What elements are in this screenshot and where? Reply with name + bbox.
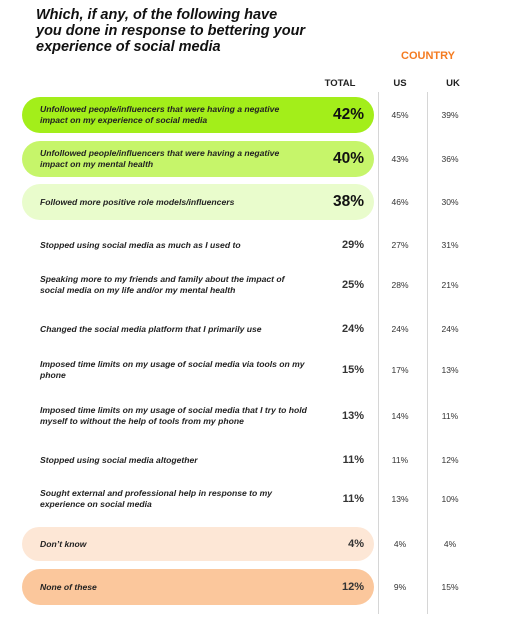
- row-label: Imposed time limits on my usage of social media that I try to hold myself to without the help of tools from my phone: [40, 405, 307, 426]
- row-uk-value: 13%: [441, 365, 459, 375]
- row-total-value: 38%: [332, 193, 364, 210]
- row-total-value: 42%: [332, 106, 364, 123]
- row-us-value: 9%: [393, 582, 407, 592]
- row-uk-value: 39%: [441, 110, 459, 120]
- row-uk-value: 12%: [441, 455, 459, 465]
- row-total-value: 24%: [341, 323, 364, 335]
- row-uk-value: 11%: [441, 411, 459, 421]
- row-uk-value: 24%: [441, 324, 459, 334]
- table-row: [22, 527, 470, 561]
- row-total-value: 4%: [348, 538, 364, 550]
- row-label: Unfollowed people/influencers that were having a negative impact on my mental health: [40, 148, 280, 169]
- table-row: [22, 184, 470, 220]
- table-row: [22, 569, 470, 605]
- table-row: [22, 267, 470, 303]
- row-label: Changed the social media platform that I primarily use: [40, 323, 262, 334]
- row-us-value: 46%: [391, 197, 409, 207]
- row-label: Don’t know: [40, 538, 87, 549]
- table-row: [22, 141, 470, 177]
- row-uk-value: 21%: [441, 280, 459, 290]
- row-uk-value: 10%: [441, 494, 459, 504]
- row-uk-value: 4%: [443, 539, 457, 549]
- row-label: Imposed time limits on my usage of social media via tools on my phone: [40, 359, 305, 380]
- row-us-value: 14%: [391, 411, 409, 421]
- table-row: [22, 316, 470, 342]
- row-total-value: 11%: [342, 454, 364, 466]
- row-label: None of these: [40, 581, 97, 592]
- row-us-value: 13%: [391, 494, 409, 504]
- row-us-value: 27%: [391, 240, 409, 250]
- row-us-value: 17%: [391, 365, 409, 375]
- row-us-value: 43%: [391, 154, 409, 164]
- row-total-value: 25%: [341, 279, 364, 291]
- row-label: Speaking more to my friends and family about the impact of social media on my life and/or my mental health: [40, 274, 285, 295]
- row-uk-value: 30%: [441, 197, 459, 207]
- table-row: [22, 235, 470, 255]
- column-header-uk: UK: [446, 78, 460, 89]
- row-total-value: 29%: [341, 239, 364, 251]
- row-label: Stopped using social media altogether: [40, 454, 198, 465]
- row-us-value: 4%: [393, 539, 407, 549]
- table-row: [22, 396, 470, 436]
- row-us-value: 24%: [391, 324, 409, 334]
- table-row: [22, 97, 470, 133]
- row-total-value: 11%: [342, 493, 364, 505]
- table-row: [22, 486, 470, 512]
- column-header-total: TOTAL: [324, 78, 356, 89]
- row-label: Stopped using social media as much as I used to: [40, 239, 241, 250]
- row-total-value: 40%: [332, 150, 364, 167]
- row-us-value: 28%: [391, 280, 409, 290]
- row-us-value: 11%: [391, 455, 409, 465]
- row-total-value: 13%: [341, 410, 364, 422]
- row-uk-value: 31%: [441, 240, 459, 250]
- row-uk-value: 36%: [441, 154, 459, 164]
- column-header-us: US: [393, 78, 407, 89]
- row-uk-value: 15%: [441, 582, 459, 592]
- row-label: Sought external and professional help in response to my experience on social media: [40, 488, 273, 509]
- table-row: [22, 357, 470, 383]
- row-total-value: 15%: [341, 364, 364, 376]
- chart-title: Which, if any, of the following have you done in response to bettering your experience of social media: [36, 7, 306, 55]
- row-label: Unfollowed people/influencers that were having a negative impact on my experience of social media: [40, 104, 280, 125]
- row-total-value: 12%: [341, 581, 364, 593]
- row-label: Followed more positive role models/influencers: [40, 196, 235, 207]
- table-row: [22, 450, 470, 470]
- country-group-header: COUNTRY: [401, 50, 455, 62]
- row-us-value: 45%: [391, 110, 409, 120]
